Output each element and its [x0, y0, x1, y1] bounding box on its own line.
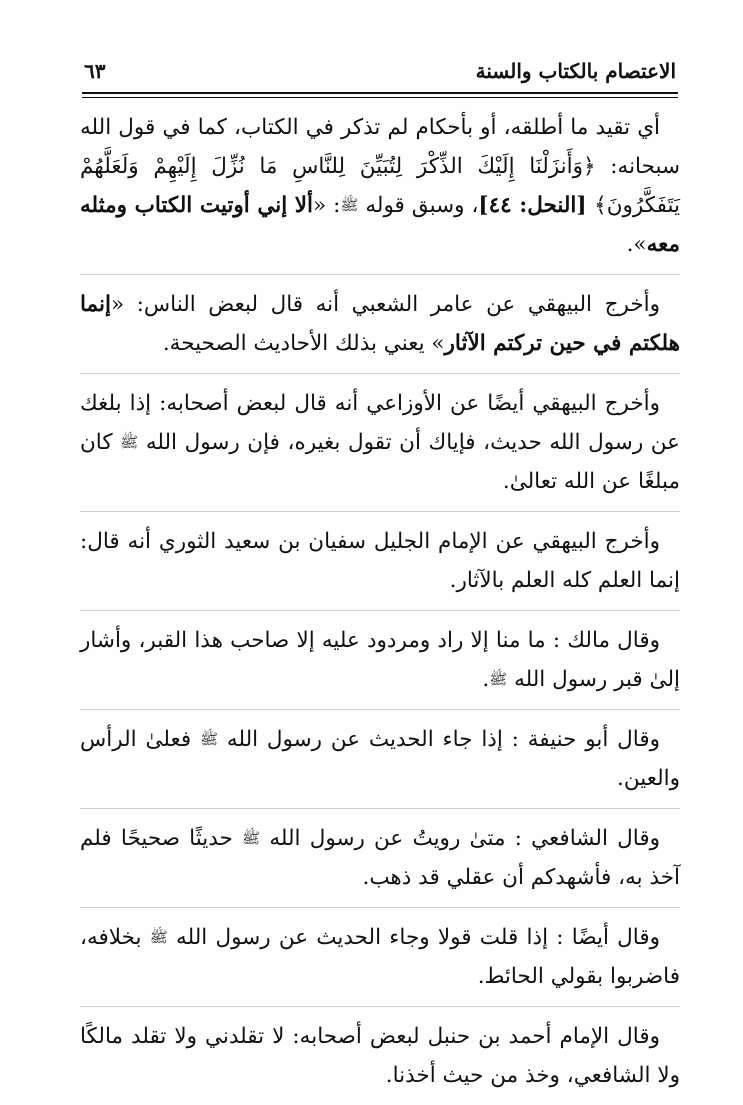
text: فعلىٰ الرأس والعين. [80, 727, 680, 791]
salla-glyph: ﷺ [340, 196, 359, 214]
salla-glyph: ﷺ [199, 730, 219, 748]
paragraph-divider [80, 610, 680, 611]
text: وقال مالك : ما منا إلا راد ومردود عليه إلا صاحب هذا القبر، وأشار إلىٰ قبر رسول الله [80, 628, 680, 692]
quote: إنما هلكتم في حين تركتم الآثار [80, 292, 680, 356]
paragraph-7 [80, 819, 680, 907]
hadith-quote: ألا إني أوتيت الكتاب ومثله معه [80, 193, 680, 257]
running-title: الاعتصام بالكتاب والسنة [475, 59, 676, 83]
text: ». [626, 232, 647, 257]
paragraph-5 [80, 621, 680, 709]
salla-glyph: ﷺ [242, 829, 261, 847]
paragraph-1 [80, 108, 680, 274]
text: كان مبلغًا عن الله تعالىٰ. [80, 430, 680, 494]
text: أي تقيد ما أطلقه، أو بأحكام لم تذكر في الكتاب، كما في قول الله سبحانه: [80, 115, 680, 179]
paragraph-6 [80, 720, 680, 808]
text: وأخرج البيهقي أيضًا عن الأوزاعي أنه قال لبعض أصحابه: إذا بلغك عن رسول الله حديث، فإياك أن تقول بغيره، فإن رسول الله [80, 391, 680, 455]
paragraph-divider [80, 709, 680, 710]
page-body [80, 108, 680, 1105]
text: وقال أبو حنيفة : إذا جاء الحديث عن رسول الله [218, 727, 660, 752]
salla-glyph: ﷺ [120, 433, 139, 451]
verse-reference: [النحل: ٤٤] [478, 193, 595, 218]
text: . [482, 667, 490, 692]
paragraph-3 [80, 384, 680, 511]
paragraph-4 [80, 522, 680, 610]
paragraph-divider [80, 1006, 680, 1007]
header-rule-thin [82, 97, 678, 98]
text: وقال الشافعي : متىٰ رويتُ عن رسول الله [260, 826, 660, 851]
text: » يعني بذلك الأحاديث الصحيحة. [162, 331, 445, 356]
text: بخلافه، فاضربوا بقولي الحائط. [80, 925, 680, 989]
header-rule-thick [82, 92, 678, 94]
text: : « [313, 193, 341, 218]
salla-glyph: ﷺ [489, 670, 508, 688]
paragraph-divider [80, 373, 680, 374]
paragraph-2 [80, 285, 680, 373]
paragraph-8 [80, 918, 680, 1006]
text: وقال أيضًا : إذا قلت قولا وجاء الحديث عن رسول الله [167, 925, 660, 950]
paragraph-divider [80, 511, 680, 512]
quran-verse: ﴿وَأَنزَلْنَا إِلَيْكَ الذِّكْرَ لِتُبَيِّنَ لِلنَّاسِ مَا نُزِّلَ إِلَيْهِمْ وَلَعَلَّهُمْ يَتَفَكَّرُونَ﴾ [80, 154, 680, 218]
paragraph-divider [80, 274, 680, 275]
text: حديثًا صحيحًا فلم آخذ به، فأشهدكم أن عقلي قد ذهب. [80, 826, 680, 890]
running-header [84, 56, 676, 92]
text: ، وسبق قوله [358, 193, 479, 218]
text: وأخرج البيهقي عن عامر الشعبي أنه قال لبعض الناس: « [110, 292, 660, 317]
text: وقال الإمام أحمد بن حنبل لبعض أصحابه: لا تقلدني ولا تقلد مالكًا ولا الشافعي، وخذ من حيث أخذنا. [80, 1024, 680, 1088]
text: وأخرج البيهقي عن الإمام الجليل سفيان بن سعيد الثوري أنه قال: إنما العلم كله العلم بالآثار. [80, 529, 680, 593]
paragraph-divider [80, 907, 680, 908]
salla-glyph: ﷺ [149, 928, 168, 946]
page-number: ٦٣ [84, 59, 106, 83]
paragraph-divider [80, 808, 680, 809]
